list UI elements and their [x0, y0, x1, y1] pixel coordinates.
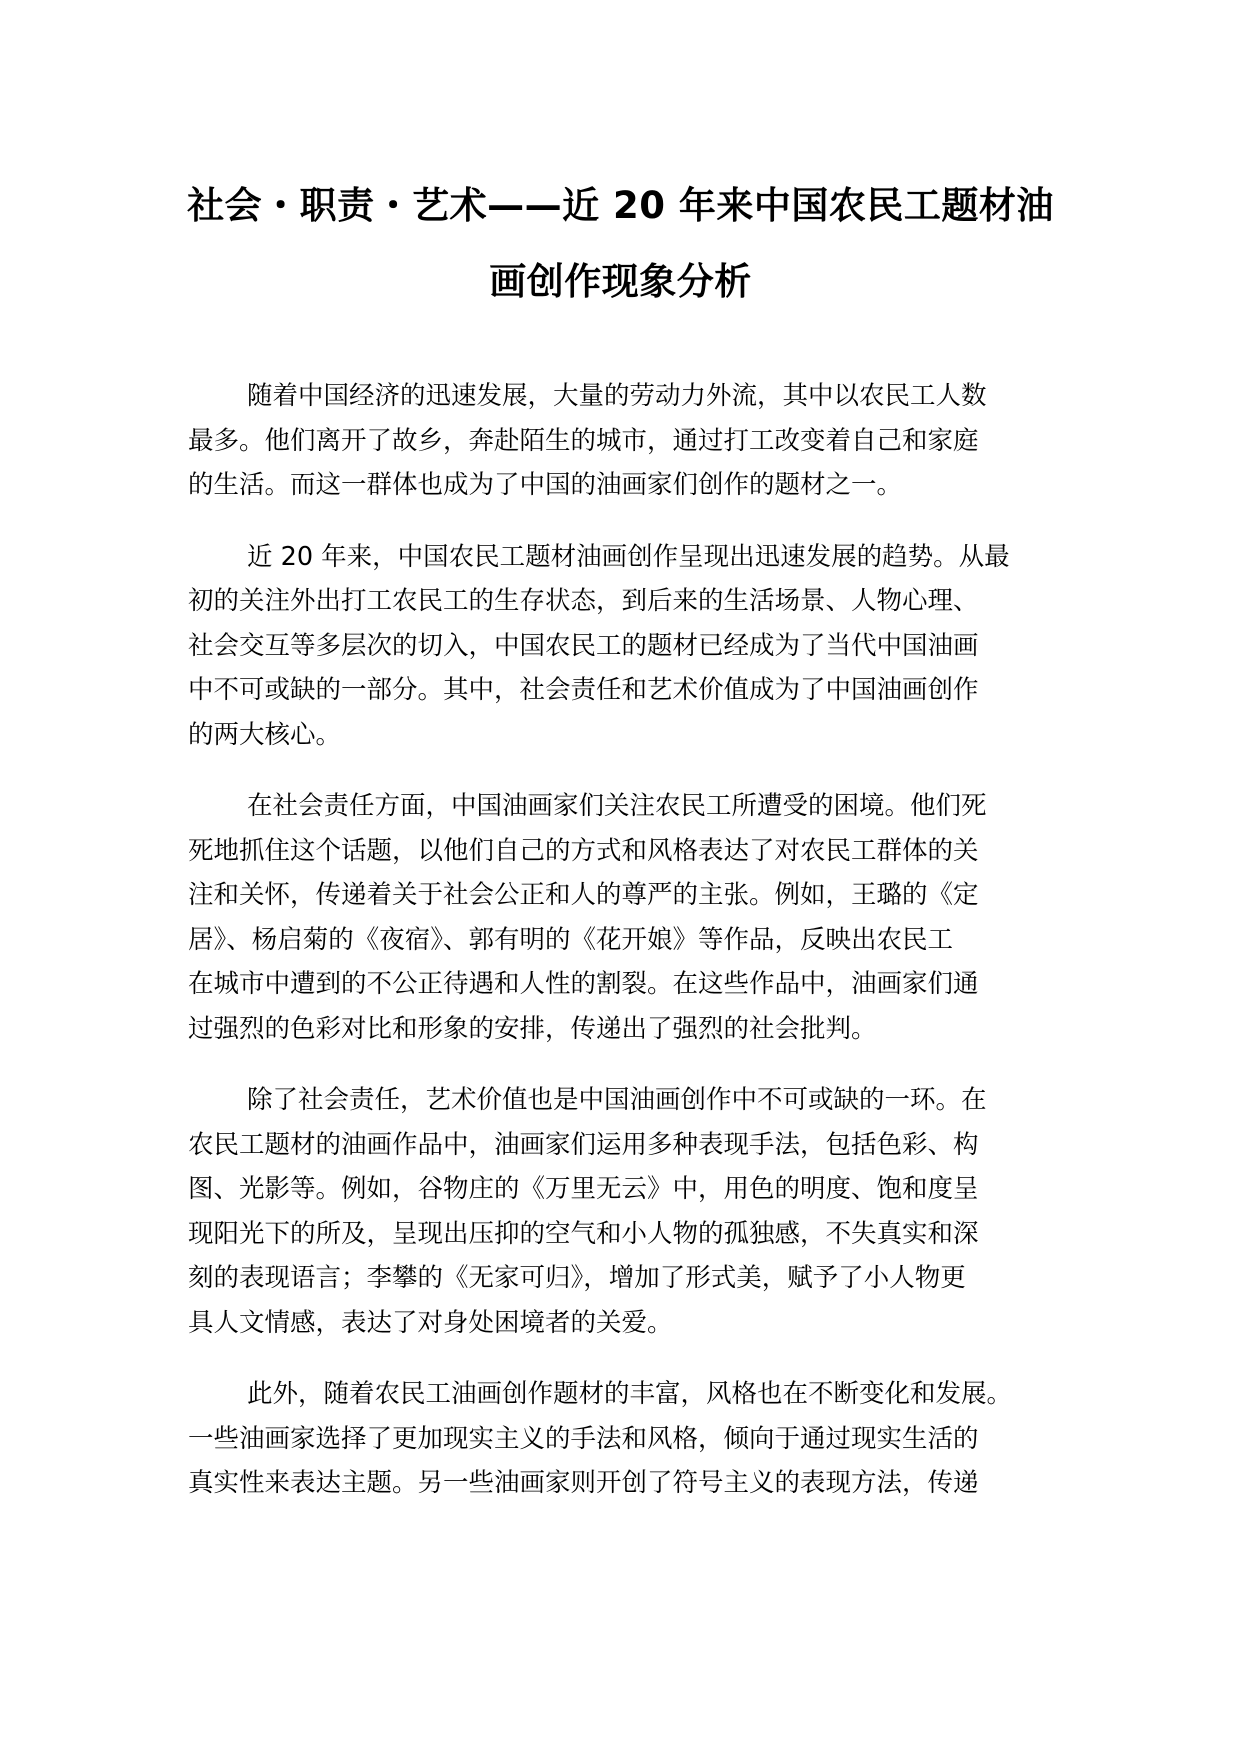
- paragraph-line: 注和关怀，传递着关于社会公正和人的尊严的主张。例如，王璐的《定: [188, 880, 979, 910]
- document-body: [188, 374, 1068, 1533]
- paragraph-line: 此外，随着农民工油画创作题材的丰富，风格也在不断变化和发展。: [247, 1379, 1013, 1409]
- paragraph-line: 一些油画家选择了更加现实主义的手法和风格，倾向于通过现实生活的: [188, 1423, 979, 1454]
- paragraph-line: 近 20 年来，中国农民工题材油画创作呈现出迅速发展的趋势。从最: [247, 541, 1010, 572]
- paragraph-line: 中不可或缺的一部分。其中，社会责任和艺术价值成为了中国油画创作: [188, 675, 979, 705]
- paragraph-line: 居》、杨启菊的《夜宿》、郭有明的《花开娘》等作品，反映出农民工: [188, 924, 954, 955]
- document-title: [150, 168, 1091, 320]
- paragraph-line: 具人文情感，表达了对身处困境者的关爱。: [188, 1307, 673, 1338]
- paragraph-line: 的生活。而这一群体也成为了中国的油画家们创作的题材之一。: [188, 470, 903, 500]
- paragraph-line: 刻的表现语言；李攀的《无家可归》，增加了形式美，赋予了小人物更: [188, 1263, 966, 1293]
- paragraph-line: 现阳光下的所及，呈现出压抑的空气和小人物的孤独感，不失真实和深: [188, 1218, 979, 1249]
- paragraph-3: [188, 784, 1068, 1051]
- paragraph-line: 真实性来表达主题。另一些油画家则开创了符号主义的表现方法，传递: [188, 1468, 979, 1498]
- paragraph-line: 最多。他们离开了故乡，奔赴陌生的城市，通过打工改变着自己和家庭: [188, 425, 979, 456]
- paragraph-5: [188, 1372, 1068, 1506]
- paragraph-line: 过强烈的色彩对比和形象的安排，传递出了强烈的社会批判。: [188, 1013, 877, 1044]
- paragraph-2: [188, 535, 1068, 758]
- paragraph-line: 社会交互等多层次的切入，中国农民工的题材已经成为了当代中国油画: [188, 630, 979, 661]
- paragraph-line: 死地抓住这个话题，以他们自己的方式和风格表达了对农民工群体的关: [188, 835, 979, 866]
- paragraph-line: 在城市中遭到的不公正待遇和人性的割裂。在这些作品中，油画家们通: [188, 969, 979, 999]
- title-line-2: 画创作现象分析: [489, 260, 752, 303]
- paragraph-line: 在社会责任方面，中国油画家们关注农民工所遭受的困境。他们死: [247, 791, 987, 821]
- paragraph-line: 的两大核心。: [188, 719, 342, 750]
- paragraph-line: 随着中国经济的迅速发展，大量的劳动力外流，其中以农民工人数: [247, 381, 987, 411]
- title-line-1: 社会・职责・艺术——近 20 年来中国农民工题材油: [187, 184, 1054, 227]
- paragraph-line: 图、光影等。例如，谷物庄的《万里无云》中，用色的明度、饱和度呈: [188, 1174, 979, 1204]
- paragraph-line: 初的关注外出打工农民工的生存状态，到后来的生活场景、人物心理、: [188, 586, 979, 616]
- paragraph-line: 农民工题材的油画作品中，油画家们运用多种表现手法，包括色彩、构: [188, 1129, 979, 1160]
- paragraph-line: 除了社会责任，艺术价值也是中国油画创作中不可或缺的一环。在: [247, 1085, 987, 1115]
- paragraph-4: [188, 1078, 1068, 1345]
- paragraph-1: [188, 374, 1068, 508]
